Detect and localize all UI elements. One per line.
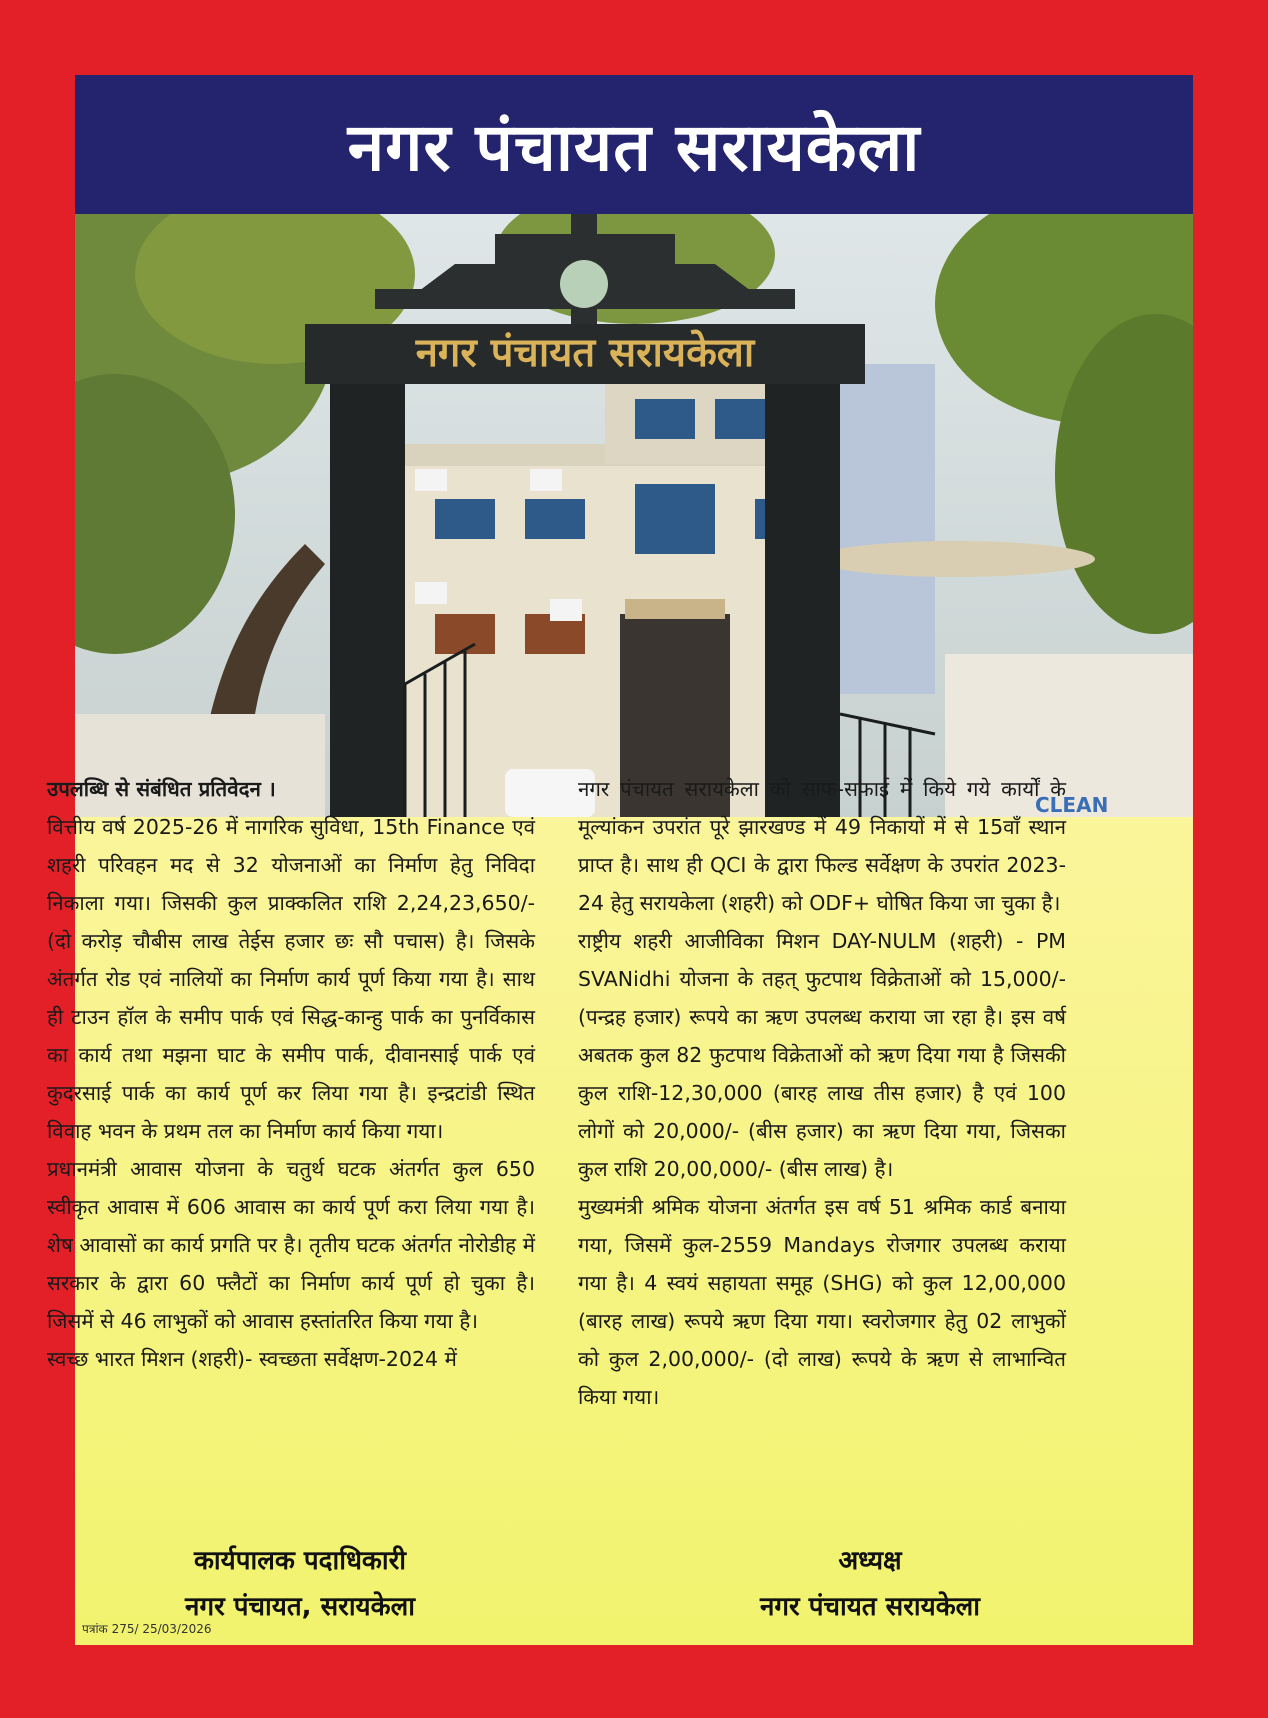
wall-clean-text: CLEAN	[1035, 793, 1109, 817]
signature-chairperson	[630, 1538, 1110, 1630]
header-banner	[75, 75, 1193, 214]
paragraph-nulm-svanidhi: राष्ट्रीय शहरी आजीविका मिशन DAY-NULM (शहरी) - PM SVANidhi योजना के तहत् फुटपाथ विक्रेताओं को 15,000/- (पन्द्रह हजार) रूपये का ऋण उपलब्ध कराया जा रहा है। इस वर्ष अबतक कुल 82 फुटपाथ विक्रेताओं को ऋण दिया गया है जिसकी कुल राशि-12,30,000 (बारह लाख तीस हजार) है एवं 100 लोगों को 20,000/- (बीस हजार) का ऋण दिया गया, जिसका कुल राशि 20,00,000/- (बीस लाख) है।	[578, 929, 1066, 1181]
paragraph-swachh-bharat: स्वच्छ भारत मिशन (शहरी)- स्वच्छता सर्वेक्षण-2024 में	[47, 1347, 457, 1371]
paragraph-housing: प्रधानमंत्री आवास योजना के चतुर्थ घटक अंतर्गत कुल 650 स्वीकृत आवास में 606 आवास का कार्य पूर्ण करा लिया गया है। शेष आवासों का कार्य प्रगति पर है। तृतीय घटक अंतर्गत नोरोडीह में सरकार के द्वारा 60 फ्लैटों का निर्माण कार्य पूर्ण हो चुका है। जिसमें से 46 लाभुकों को आवास हस्तांतरित किया गया है।	[47, 1157, 535, 1333]
paragraph-shramik-yojana: मुख्यमंत्री श्रमिक योजना अंतर्गत इस वर्ष 51 श्रमिक कार्ड बनाया गया, जिसमें कुल-2559 Mandays रोजगार उपलब्ध कराया गया है। 4 स्वयं सहायता समूह (SHG) को कुल 12,00,000 (बारह लाख) रूपये ऋण दिया गया। स्वरोजगार हेतु 02 लाभुकों को कुल 2,00,000/- (दो लाख) रूपये के ऋण से लाभान्वित किया गया।	[578, 1195, 1066, 1409]
signature-office: नगर पंचायत सरायकेला	[759, 1592, 981, 1622]
report-heading: उपलब्धि से संबंधित प्रतिवेदन ।	[47, 777, 276, 801]
signature-executive-officer	[60, 1538, 540, 1630]
paragraph-infrastructure: वित्तीय वर्ष 2025-26 में नागरिक सुविधा, 15th Finance एवं शहरी परिवहन मद से 32 योजनाओं का निर्माण हेतु निविदा निकाला गया। जिसकी कुल प्राक्कलित राशि 2,24,23,650/- (दो करोड़ चौबीस लाख तेईस हजार छः सौ पचास) है। जिसके अंतर्गत रोड एवं नालियों का निर्माण कार्य पूर्ण किया गया है। साथ ही टाउन हॉल के समीप पार्क एवं सिद्ध-कान्हु पार्क का पुनर्विकास का कार्य तथा मझना घाट के समीप पार्क, दीवानसाई पार्क एवं कुदरसाई पार्क का कार्य पूर्ण कर लिया गया है। इन्द्रटांडी स्थित विवाह भवन के प्रथम तल का निर्माण कार्य किया गया।	[47, 815, 535, 1143]
page-title: नगर पंचायत सरायकेला	[347, 108, 921, 186]
gate-sign-text: नगर पंचायत सरायकेला	[415, 330, 755, 376]
signature-designation: अध्यक्ष	[838, 1546, 902, 1576]
paragraph-cleanliness-ranking: नगर पंचायत सरायकेला को साफ-सफाई में किये गये कार्यों के मूल्यांकन उपरांत पूरे झारखण्ड में 49 निकायों में से 15वाँ स्थान प्राप्त है। साथ ही QCI के द्वारा फिल्ड सर्वेक्षण के उपरांत 2023-24 हेतु सरायकेला (शहरी) को ODF+ घोषित किया जा चुका है।	[578, 777, 1066, 915]
right-column	[578, 770, 1066, 1416]
signature-designation: कार्यपालक पदाधिकारी	[193, 1546, 407, 1576]
signature-office: नगर पंचायत, सरायकेला	[185, 1592, 415, 1622]
reference-number: पत्रांक 275/ 25/03/2026	[82, 1622, 212, 1636]
building-illustration	[75, 214, 1193, 817]
office-building-photo	[75, 214, 1193, 817]
left-column	[47, 770, 535, 1378]
